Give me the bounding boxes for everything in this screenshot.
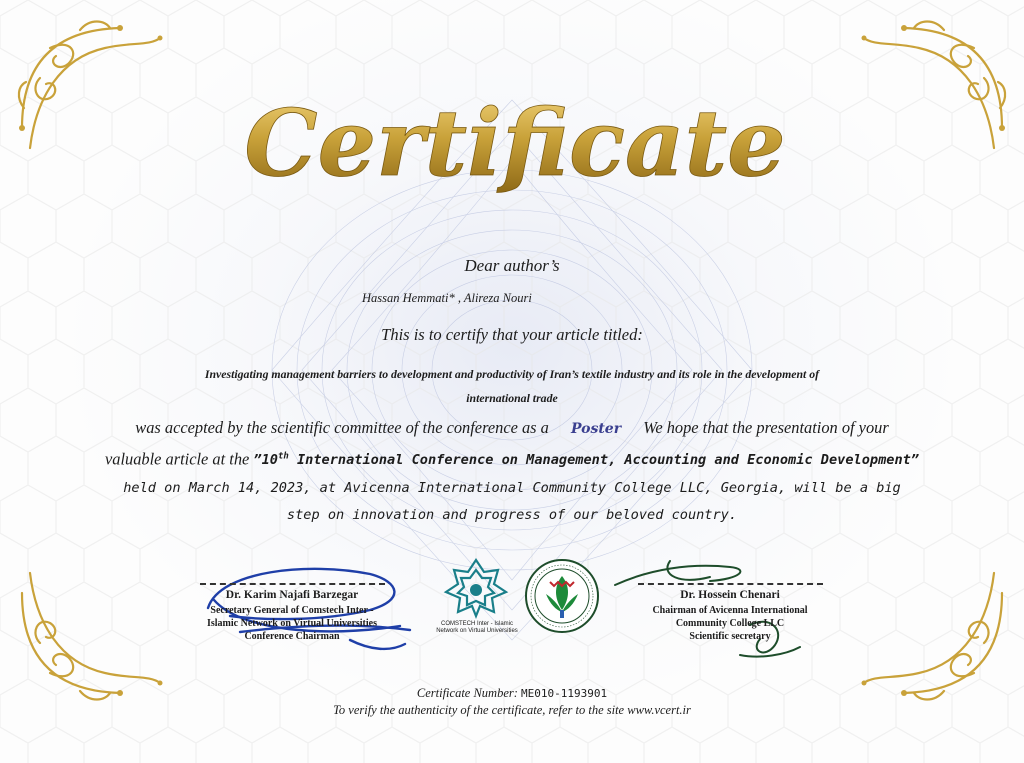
certificate-number-label: Certificate Number:: [416, 686, 518, 700]
body-line-1-start: was accepted by the scientific committee of the conference as a: [135, 418, 549, 437]
presentation-type: Poster: [570, 421, 622, 437]
conference-prefix: ”10: [253, 452, 278, 469]
left-signature-line: [200, 583, 385, 585]
certificate-title: [244, 55, 786, 230]
conference-sup: th: [277, 451, 289, 462]
left-signatory-role-2: Islamic Network on Virtual Universities: [207, 618, 377, 629]
author-names: Hassan Hemmati* , Alireza Nouri: [362, 291, 532, 305]
comstech-caption-1: COMSTECH Inter - Islamic: [440, 621, 513, 627]
article-title-line-2: international trade: [466, 391, 558, 405]
comstech-logo-icon: [436, 556, 516, 616]
right-signature-line: [638, 583, 823, 585]
right-signatory: [610, 583, 850, 643]
body-line-2-start: valuable article at the: [105, 449, 250, 469]
comstech-caption-2: Network on Virtual Universities: [436, 628, 518, 634]
body-line-4: step on innovation and progress of our beloved country.: [286, 507, 738, 524]
avicenna-college-seal-icon: [524, 558, 600, 634]
certificate-number-value: ME010-1193901: [521, 687, 608, 700]
article-title-line-1: Investigating management barriers to development and productivity of Iran’s textile industry and its role in the development of: [204, 367, 820, 381]
left-signatory-role-1: Secretary General of Comstech Inter -: [210, 605, 374, 616]
verification-note: To verify the authenticity of the certificate, refer to the site www.vcert.ir: [333, 703, 691, 717]
certify-line: This is to certify that your article titled:: [381, 325, 643, 344]
left-signatory: [172, 583, 412, 643]
left-signatory-role-3: Conference Chairman: [244, 631, 340, 642]
body-line-1: [70, 414, 954, 444]
corner-ornament-top-right: [854, 8, 1014, 168]
body-line-2: [70, 444, 954, 475]
body-line-3: held on March 14, 2023, at Avicenna International Community College LLC, Georgia, will be a big: [123, 479, 901, 496]
right-signatory-role-3: Scientific secretary: [689, 631, 771, 642]
right-signatory-name: Dr. Hossein Chenari: [680, 589, 780, 601]
comstech-logo: [436, 556, 518, 635]
certificate-number: [0, 686, 1024, 701]
corner-ornament-top-left: [10, 8, 170, 168]
conference-name: [253, 452, 919, 468]
greeting: Dear author’s: [464, 256, 560, 275]
certificate-body: [70, 414, 954, 530]
left-signatory-name: Dr. Karim Najafi Barzegar: [225, 589, 359, 601]
right-signatory-role-1: Chairman of Avicenna International: [652, 605, 808, 616]
article-title: [120, 362, 904, 410]
body-line-1-end: We hope that the presentation of your: [643, 418, 889, 437]
conference-rest: International Conference on Management, Accounting and Economic Development”: [297, 452, 919, 469]
right-signatory-role-2: Community College LLC: [675, 618, 785, 629]
certificate-title-text: Certificate: [244, 89, 786, 197]
